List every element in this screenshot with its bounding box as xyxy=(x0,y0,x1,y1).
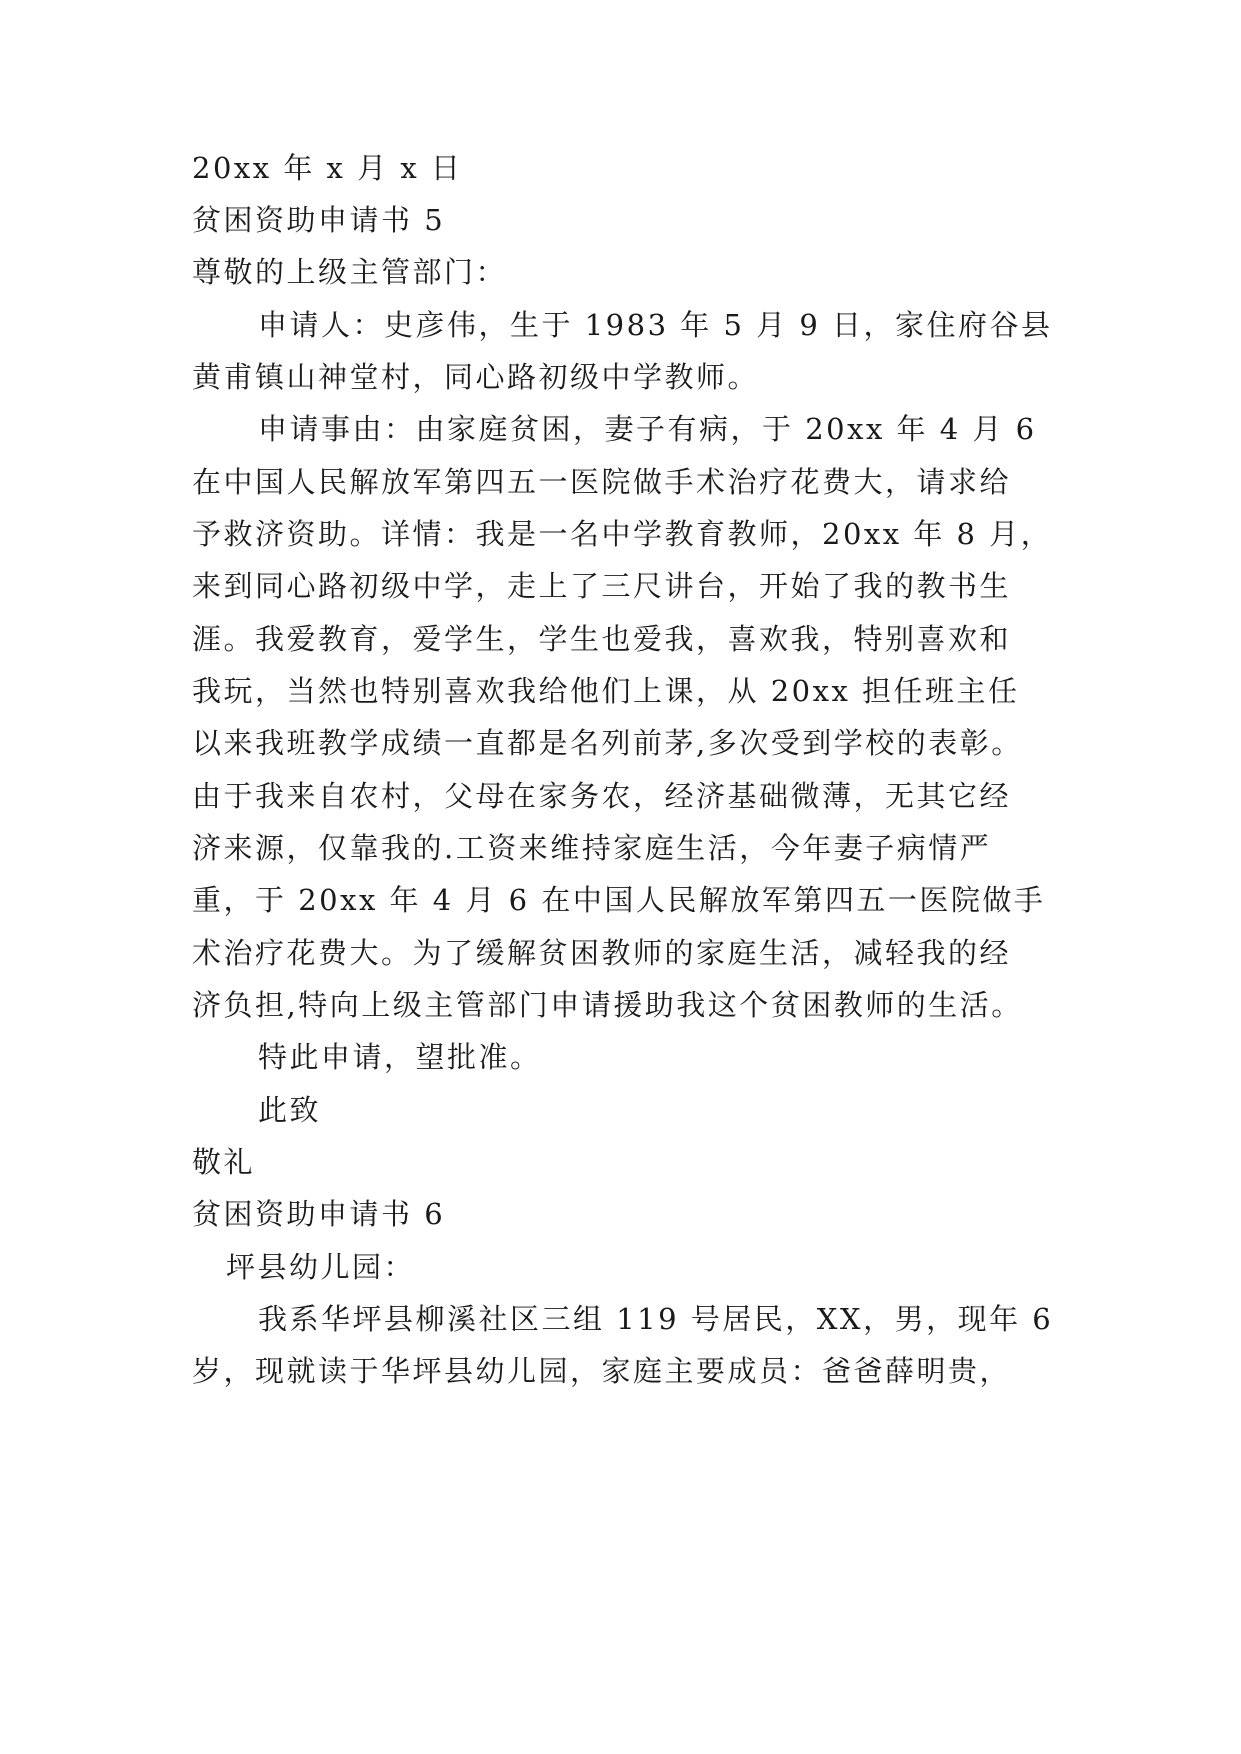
paragraph-line: 济来源，仅靠我的.工资来维持家庭生活，今年妻子病情严 xyxy=(192,831,992,865)
section-title-5: 贫困资助申请书 5 xyxy=(192,203,446,237)
paragraph-line: 来到同心路初级中学，走上了三尺讲台，开始了我的教书生 xyxy=(192,569,1012,603)
paragraph-line: 予救济资助。详情：我是一名中学教育教师，20xx 年 8 月， xyxy=(192,517,1053,551)
closing-request: 特此申请，望批准。 xyxy=(258,1040,542,1074)
paragraph-line: 岁，现就读于华坪县幼儿园，家庭主要成员：爸爸薛明贵， xyxy=(192,1354,1012,1388)
paragraph-line: 我系华坪县柳溪社区三组 119 号居民，XX，男，现年 6 xyxy=(258,1302,1054,1336)
section-title-6: 贫困资助申请书 6 xyxy=(192,1197,446,1231)
date-line: 20xx 年 x 月 x 日 xyxy=(192,151,463,185)
paragraph-line: 在中国人民解放军第四五一医院做手术治疗花费大，请求给 xyxy=(192,465,1012,499)
closing-jingli: 敬礼 xyxy=(192,1145,256,1179)
salutation: 坪县幼儿园： xyxy=(226,1250,416,1284)
paragraph-line: 由于我来自农村，父母在家务农，经济基础微薄，无其它经 xyxy=(192,779,1012,813)
closing-cizhi: 此致 xyxy=(258,1093,322,1127)
paragraph-line: 重，于 20xx 年 4 月 6 在中国人民解放军第四五一医院做手 xyxy=(192,883,1046,917)
paragraph-line: 申请人：史彦伟，生于 1983 年 5 月 9 日，家住府谷县 xyxy=(258,308,1053,342)
paragraph-line: 济负担,特向上级主管部门申请援助我这个贫困教师的生活。 xyxy=(192,988,1023,1022)
paragraph-line: 涯。我爱教育，爱学生，学生也爱我，喜欢我，特别喜欢和 xyxy=(192,622,1012,656)
paragraph-line: 我玩，当然也特别喜欢我给他们上课，从 20xx 担任班主任 xyxy=(192,674,1020,708)
paragraph-line: 术治疗花费大。为了缓解贫困教师的家庭生活，减轻我的经 xyxy=(192,936,1012,970)
paragraph-line: 以来我班教学成绩一直都是名列前茅,多次受到学校的表彰。 xyxy=(192,726,1023,760)
paragraph-line: 申请事由：由家庭贫困，妻子有病，于 20xx 年 4 月 6 xyxy=(258,412,1037,446)
salutation: 尊敬的上级主管部门： xyxy=(192,255,508,289)
paragraph-line: 黄甫镇山神堂村，同心路初级中学教师。 xyxy=(192,360,760,394)
